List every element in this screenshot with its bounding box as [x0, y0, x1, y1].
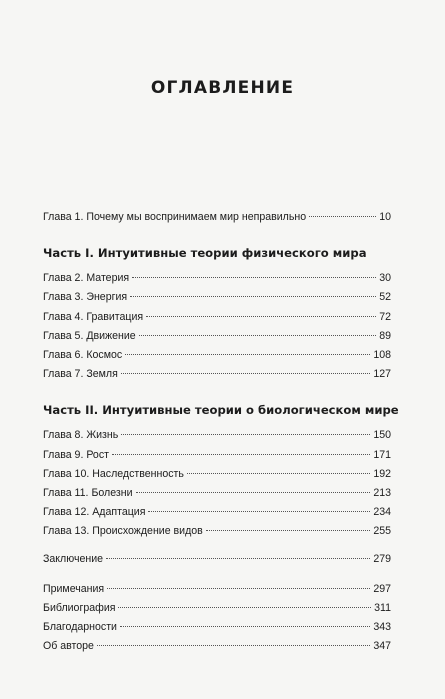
toc-entry-label: Глава 5. Движение [43, 329, 136, 342]
toc-entry-page: 343 [373, 621, 391, 633]
toc-entry[interactable] [43, 208, 391, 227]
toc-entry-label: Глава 6. Космос [43, 348, 123, 361]
toc-entry-label: Библиография [43, 601, 116, 614]
toc-entry-page: 10 [379, 211, 391, 223]
toc-entry-page: 89 [379, 329, 391, 342]
toc-entry-label: Глава 7. Земля [43, 368, 118, 381]
toc-entry-label: Глава 13. Происхождение видов [43, 525, 203, 538]
leader-dots [97, 645, 370, 646]
leader-dots [139, 335, 377, 336]
toc-entry-page: 72 [379, 310, 391, 323]
part-heading: Часть I. Интуитивные теории физического мира [43, 246, 367, 261]
toc-entry[interactable] [43, 522, 391, 541]
leader-dots [130, 296, 376, 297]
toc-entry[interactable] [43, 269, 391, 288]
toc-entry[interactable] [43, 308, 391, 327]
toc-entry-page: 255 [373, 525, 391, 538]
leader-dots [206, 530, 371, 531]
toc-entry[interactable] [43, 288, 391, 307]
toc-entry[interactable] [43, 426, 391, 445]
toc-entry-page: 108 [373, 348, 391, 361]
toc-entry[interactable] [43, 484, 391, 503]
toc-entry-page: 297 [373, 582, 391, 595]
page-title: ОГЛАВЛЕНИЕ [150, 78, 295, 98]
leader-dots [112, 454, 370, 455]
toc-entry[interactable] [43, 599, 391, 618]
toc-entry-label: Об авторе [43, 640, 94, 653]
leader-dots [125, 354, 370, 355]
leader-dots [121, 373, 370, 374]
toc-entry-page: 213 [373, 486, 391, 499]
toc-entry-label: Глава 9. Рост [43, 448, 109, 461]
part-heading: Часть II. Интуитивные теории о биологическом мире [43, 403, 399, 418]
toc-entry[interactable] [43, 446, 391, 465]
toc-entry-page: 30 [379, 272, 391, 285]
toc-entry[interactable] [43, 618, 391, 637]
leader-dots [121, 434, 370, 435]
leader-dots [309, 216, 376, 217]
toc-entry-label: Примечания [43, 582, 105, 595]
toc-entry-label: Заключение [43, 553, 104, 566]
leader-dots [136, 492, 371, 493]
toc-entry[interactable] [43, 327, 391, 346]
toc-entry-page: 192 [373, 467, 391, 480]
leader-dots [120, 626, 370, 627]
toc-entry-page: 234 [373, 506, 391, 519]
toc-entry-label: Глава 4. Гравитация [43, 310, 144, 323]
toc-entry[interactable] [43, 465, 391, 484]
toc-entry[interactable] [43, 503, 391, 522]
toc-entry[interactable] [43, 346, 391, 365]
toc-entry[interactable] [43, 580, 391, 599]
toc-entry-page: 52 [379, 291, 391, 304]
toc-entry-label: Глава 8. Жизнь [43, 429, 119, 442]
toc-entry[interactable] [43, 550, 391, 569]
toc-entry-label: Глава 11. Болезни [43, 486, 133, 499]
toc-entry-page: 311 [374, 601, 391, 614]
table-of-contents [43, 208, 399, 656]
toc-entry-page: 171 [373, 448, 391, 461]
toc-entry-label: Благодарности [43, 621, 117, 633]
toc-entry-label: Глава 3. Энергия [43, 291, 128, 304]
toc-entry-label: Глава 10. Наследственность [43, 467, 184, 480]
toc-entry-label: Глава 2. Материя [43, 272, 130, 285]
toc-entry[interactable] [43, 637, 391, 656]
leader-dots [132, 277, 376, 278]
toc-entry-page: 150 [373, 429, 391, 442]
toc-entry[interactable] [43, 365, 391, 384]
leader-dots [148, 511, 370, 512]
leader-dots [106, 558, 370, 559]
toc-entry-page: 127 [373, 368, 391, 381]
toc-entry-page: 347 [373, 640, 391, 653]
toc-entry-label: Глава 12. Адаптация [43, 506, 146, 519]
toc-entry-page: 279 [373, 553, 391, 566]
leader-dots [118, 607, 371, 608]
toc-entry-label: Глава 1. Почему мы воспринимаем мир неправильно [43, 211, 307, 223]
leader-dots [107, 588, 370, 589]
leader-dots [146, 316, 376, 317]
leader-dots [187, 473, 370, 474]
